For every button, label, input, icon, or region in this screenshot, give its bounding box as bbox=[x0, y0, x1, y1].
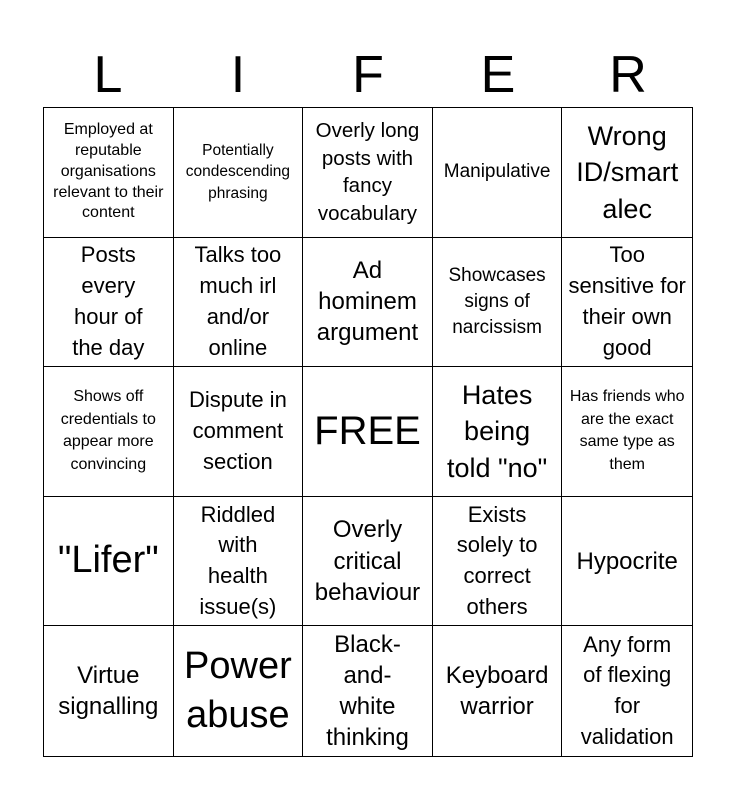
bingo-cell-r5-c1[interactable] bbox=[44, 626, 174, 756]
bingo-cell-r4-c1[interactable] bbox=[44, 497, 174, 627]
cell-label: Has friends who are the exact same type as them bbox=[569, 388, 685, 474]
cell-label: Talks too much irl and/or online bbox=[194, 242, 282, 360]
cell-label: Exists solely to correct others bbox=[456, 501, 538, 619]
bingo-cell-r1-c3[interactable] bbox=[303, 108, 433, 238]
bingo-cell-r3-c3[interactable] bbox=[303, 367, 433, 497]
bingo-cell-r2-c5[interactable] bbox=[562, 238, 692, 368]
cell-label: Potentially condescending phrasing bbox=[185, 141, 291, 203]
bingo-title bbox=[43, 44, 693, 106]
bingo-cell-r1-c1[interactable] bbox=[44, 108, 174, 238]
bingo-cell-r1-c4[interactable] bbox=[433, 108, 563, 238]
cell-label: Overly critical behaviour bbox=[314, 516, 421, 606]
title-letter-i: I bbox=[230, 46, 246, 104]
bingo-cell-r4-c5[interactable] bbox=[562, 497, 692, 627]
bingo-cell-r2-c2[interactable] bbox=[174, 238, 304, 368]
cell-label: Black-and-white thinking bbox=[326, 630, 409, 752]
cell-label: Too sensitive for their own good bbox=[568, 242, 686, 360]
bingo-cell-r2-c1[interactable] bbox=[44, 238, 174, 368]
title-letter-l: L bbox=[93, 46, 123, 104]
cell-label: Shows off credentials to appear more convincing bbox=[60, 388, 156, 474]
cell-label: Ad hominem argument bbox=[316, 257, 419, 347]
bingo-cell-r1-c2[interactable] bbox=[174, 108, 304, 238]
bingo-cell-r3-c4[interactable] bbox=[433, 367, 563, 497]
cell-label: Posts every hour of the day bbox=[72, 242, 145, 360]
bingo-cell-r3-c1[interactable] bbox=[44, 367, 174, 497]
cell-label: Employed at reputable organisations relevant to their content bbox=[53, 121, 164, 222]
bingo-cell-r4-c4[interactable] bbox=[433, 497, 563, 627]
title-letter-r: R bbox=[609, 46, 647, 104]
cell-label: Virtue signalling bbox=[58, 662, 159, 721]
cell-label: Overly long posts with fancy vocabulary bbox=[315, 118, 420, 225]
bingo-cell-r5-c5[interactable] bbox=[562, 626, 692, 756]
cell-label: Manipulative bbox=[443, 161, 551, 183]
cell-label: Riddled with health issue(s) bbox=[199, 501, 277, 619]
bingo-cell-r5-c4[interactable] bbox=[433, 626, 563, 756]
cell-label: "Lifer" bbox=[57, 539, 159, 582]
bingo-cell-r1-c5[interactable] bbox=[562, 108, 692, 238]
cell-label: Keyboard warrior bbox=[445, 662, 549, 721]
cell-label: Showcases signs of narcissism bbox=[448, 265, 546, 338]
free-space: FREE bbox=[314, 409, 421, 454]
cell-label: Hates being told "no" bbox=[446, 379, 548, 483]
bingo-cell-r5-c3[interactable] bbox=[303, 626, 433, 756]
cell-label: Dispute in comment section bbox=[188, 387, 287, 474]
title-letter-e: E bbox=[480, 46, 516, 104]
bingo-cell-r3-c5[interactable] bbox=[562, 367, 692, 497]
cell-label: Any form of flexing for validation bbox=[580, 631, 674, 749]
title-letter-f: F bbox=[352, 46, 384, 104]
bingo-grid bbox=[43, 107, 693, 757]
cell-label: Wrong ID/smart alec bbox=[576, 120, 679, 224]
cell-label: Power abuse bbox=[184, 644, 292, 737]
bingo-cell-r4-c2[interactable] bbox=[174, 497, 304, 627]
bingo-cell-r2-c4[interactable] bbox=[433, 238, 563, 368]
bingo-cell-r3-c2[interactable] bbox=[174, 367, 304, 497]
bingo-cell-r4-c3[interactable] bbox=[303, 497, 433, 627]
bingo-cell-r2-c3[interactable] bbox=[303, 238, 433, 368]
bingo-cell-r5-c2[interactable] bbox=[174, 626, 304, 756]
cell-label: Hypocrite bbox=[576, 547, 678, 575]
